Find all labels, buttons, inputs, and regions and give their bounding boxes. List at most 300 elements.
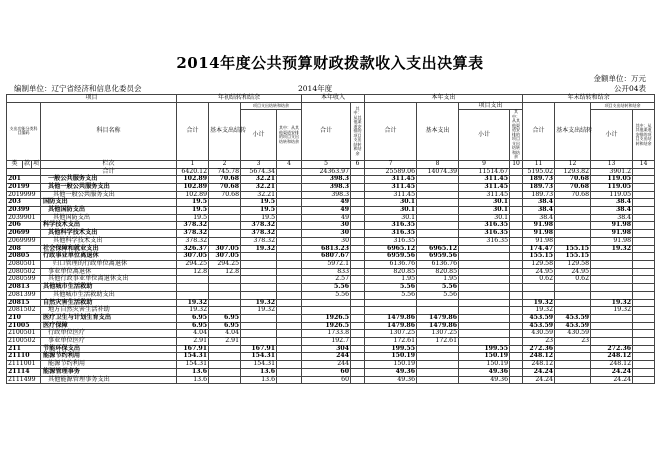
cell-value bbox=[277, 284, 302, 292]
subject-name: 地方自然灾害生活补助 bbox=[41, 307, 177, 315]
cell-value: 19.32 bbox=[523, 307, 555, 315]
cell-value bbox=[633, 253, 655, 261]
subject-code: 21110 bbox=[7, 353, 41, 361]
cell-value bbox=[277, 345, 302, 353]
cell-value bbox=[459, 268, 510, 276]
cell-value: 5674.34 bbox=[241, 168, 277, 176]
cell-value: 6136.76 bbox=[417, 261, 459, 269]
cell-value bbox=[351, 322, 365, 330]
cell-value bbox=[277, 199, 302, 207]
cell-value bbox=[277, 191, 302, 199]
cell-value: 91.98 bbox=[523, 230, 555, 238]
cell-value: 13.6 bbox=[241, 368, 277, 376]
cell-value: 70.68 bbox=[209, 191, 241, 199]
cell-value: 49.36 bbox=[459, 368, 510, 376]
cell-value: 294.25 bbox=[209, 261, 241, 269]
cell-value bbox=[351, 176, 365, 184]
cell-value: 1.95 bbox=[417, 276, 459, 284]
cell-value bbox=[277, 237, 302, 245]
subject-name: 归口管理的行政单位离退休 bbox=[41, 261, 177, 269]
cell-value: 91.98 bbox=[591, 222, 633, 230]
cell-value bbox=[510, 338, 523, 346]
col-number: 9 bbox=[459, 160, 510, 168]
cell-value: 19.32 bbox=[177, 307, 209, 315]
hdr-code-note: 支出功能分类科目编码 bbox=[7, 102, 41, 160]
cell-value bbox=[555, 214, 591, 222]
cell-value bbox=[417, 237, 459, 245]
cell-value: 199.55 bbox=[365, 345, 417, 353]
cell-value: 23 bbox=[555, 338, 591, 346]
subject-code: 206 bbox=[7, 222, 41, 230]
subject-name: 节能环保支出 bbox=[41, 345, 177, 353]
cell-value: 25589.06 bbox=[365, 168, 417, 176]
cell-value bbox=[555, 345, 591, 353]
cell-value: 12.8 bbox=[177, 268, 209, 276]
col-number: 5 bbox=[302, 160, 351, 168]
subject-code: 20813 bbox=[7, 284, 41, 292]
col-number: 10 bbox=[510, 160, 523, 168]
cell-value bbox=[209, 207, 241, 215]
cell-value bbox=[209, 199, 241, 207]
cell-value: 1479.86 bbox=[365, 322, 417, 330]
cell-value bbox=[277, 168, 302, 176]
cell-value: 19.32 bbox=[177, 299, 209, 307]
cell-value bbox=[633, 268, 655, 276]
cell-value bbox=[241, 322, 277, 330]
subject-code: 20399 bbox=[7, 207, 41, 215]
cell-value: 244 bbox=[302, 353, 351, 361]
cell-value: 49.36 bbox=[365, 376, 417, 384]
cell-value bbox=[351, 338, 365, 346]
cell-value: 453.59 bbox=[555, 314, 591, 322]
cell-value: 19.5 bbox=[177, 199, 209, 207]
hdr-end-item-balance: 项目支出结转和结余 bbox=[591, 102, 655, 110]
table-row bbox=[7, 199, 655, 207]
subject-name: 能源节约利用 bbox=[41, 361, 177, 369]
col-number: 3 bbox=[241, 160, 277, 168]
cell-value: 30.1 bbox=[459, 199, 510, 207]
cell-value: 19.32 bbox=[241, 245, 277, 253]
cell-value bbox=[510, 322, 523, 330]
cell-value bbox=[351, 183, 365, 191]
cell-value bbox=[510, 214, 523, 222]
cell-value bbox=[633, 376, 655, 384]
cell-value bbox=[633, 322, 655, 330]
cell-value: 2.91 bbox=[209, 338, 241, 346]
subject-code: 2080599 bbox=[7, 276, 41, 284]
col-number: 1 bbox=[177, 160, 209, 168]
cell-value bbox=[633, 291, 655, 299]
cell-value bbox=[351, 253, 365, 261]
table-row bbox=[7, 345, 655, 353]
cell-value bbox=[277, 299, 302, 307]
cell-value bbox=[351, 314, 365, 322]
cell-value bbox=[633, 338, 655, 346]
cell-value: 172.61 bbox=[365, 338, 417, 346]
cell-value bbox=[510, 245, 523, 253]
table-row bbox=[7, 261, 655, 269]
cell-value: 1733.8 bbox=[302, 330, 351, 338]
cell-value bbox=[417, 214, 459, 222]
cell-value bbox=[510, 268, 523, 276]
cell-value bbox=[510, 261, 523, 269]
hdr-expense-note: 其中：从其他渠道安排的项目支出结转和结余 bbox=[510, 110, 523, 161]
cell-value bbox=[277, 253, 302, 261]
cell-value: 32.21 bbox=[241, 176, 277, 184]
table-row bbox=[7, 207, 655, 215]
cell-value: 70.68 bbox=[555, 191, 591, 199]
cell-value bbox=[591, 322, 633, 330]
cell-value bbox=[209, 214, 241, 222]
cell-value: 155.15 bbox=[523, 253, 555, 261]
cell-value bbox=[209, 222, 241, 230]
cell-value: 19.32 bbox=[591, 307, 633, 315]
table-row bbox=[7, 191, 655, 199]
cell-value: 150.19 bbox=[459, 361, 510, 369]
cell-value bbox=[351, 245, 365, 253]
cell-value: 311.45 bbox=[365, 191, 417, 199]
subject-code: 2111499 bbox=[7, 376, 41, 384]
cell-value bbox=[209, 353, 241, 361]
cell-value: 453.59 bbox=[555, 322, 591, 330]
cell-value bbox=[510, 237, 523, 245]
cell-value: 49 bbox=[302, 214, 351, 222]
hdr-lei: 类 bbox=[7, 160, 23, 168]
col-number: 13 bbox=[591, 160, 633, 168]
cell-value bbox=[459, 245, 510, 253]
cell-value: 14074.39 bbox=[417, 168, 459, 176]
cell-value bbox=[277, 276, 302, 284]
cell-value: 5.56 bbox=[302, 291, 351, 299]
cell-value bbox=[459, 284, 510, 292]
cell-value bbox=[510, 191, 523, 199]
cell-value bbox=[523, 291, 555, 299]
cell-value: 192.7 bbox=[302, 338, 351, 346]
cell-value: 32.21 bbox=[241, 191, 277, 199]
subject-name: 医疗卫生与计划生育支出 bbox=[41, 314, 177, 322]
cell-value bbox=[351, 376, 365, 384]
cell-value bbox=[241, 314, 277, 322]
cell-value bbox=[591, 330, 633, 338]
budget-table bbox=[6, 94, 655, 384]
cell-value: 91.98 bbox=[591, 230, 633, 238]
cell-value bbox=[555, 222, 591, 230]
subject-name: 其他能源管理事务支出 bbox=[41, 376, 177, 384]
cell-value bbox=[633, 284, 655, 292]
cell-value: 6965.12 bbox=[365, 245, 417, 253]
col-number: 4 bbox=[277, 160, 302, 168]
cell-value bbox=[510, 230, 523, 238]
table-row bbox=[7, 214, 655, 222]
cell-value bbox=[277, 207, 302, 215]
cell-value bbox=[510, 361, 523, 369]
cell-value: 19.32 bbox=[523, 299, 555, 307]
cell-value: 1.95 bbox=[365, 276, 417, 284]
cell-value bbox=[277, 376, 302, 384]
cell-value bbox=[591, 268, 633, 276]
cell-value bbox=[177, 284, 209, 292]
cell-value bbox=[351, 330, 365, 338]
cell-value: 1479.86 bbox=[417, 322, 459, 330]
cell-value: 30.1 bbox=[365, 214, 417, 222]
cell-value bbox=[633, 330, 655, 338]
cell-value bbox=[510, 330, 523, 338]
cell-value: 24363.97 bbox=[302, 168, 351, 176]
cell-value bbox=[591, 291, 633, 299]
cell-value: 272.36 bbox=[591, 345, 633, 353]
hdr-end-note: 其中：从其他渠道安排的项目支出结转和结余 bbox=[633, 110, 655, 161]
hdr-current-expense: 本年支出 bbox=[365, 95, 523, 103]
cell-value bbox=[417, 191, 459, 199]
cell-value bbox=[277, 214, 302, 222]
cell-value bbox=[555, 207, 591, 215]
cell-value bbox=[633, 191, 655, 199]
cell-value bbox=[277, 314, 302, 322]
cell-value: 38.4 bbox=[523, 199, 555, 207]
hdr-expense-subtotal: 小计 bbox=[459, 110, 510, 161]
subject-name: 事业单位医疗 bbox=[41, 338, 177, 346]
cell-value: 24.24 bbox=[523, 368, 555, 376]
cell-value bbox=[177, 276, 209, 284]
subject-code: 201 bbox=[7, 176, 41, 184]
cell-value: 102.89 bbox=[177, 183, 209, 191]
col-number: 7 bbox=[365, 160, 417, 168]
cell-value: 2.91 bbox=[177, 338, 209, 346]
cell-value bbox=[633, 353, 655, 361]
cell-value: 316.35 bbox=[459, 230, 510, 238]
cell-value bbox=[209, 299, 241, 307]
cell-value: 38.4 bbox=[523, 207, 555, 215]
cell-value bbox=[459, 291, 510, 299]
cell-value: 1926.5 bbox=[302, 314, 351, 322]
cell-value: 13.6 bbox=[177, 368, 209, 376]
cell-value bbox=[510, 168, 523, 176]
cell-value: 5.56 bbox=[365, 284, 417, 292]
cell-value: 1293.82 bbox=[555, 168, 591, 176]
cell-value: 30 bbox=[302, 222, 351, 230]
cell-value: 49.36 bbox=[459, 376, 510, 384]
cell-value bbox=[351, 307, 365, 315]
cell-value: 311.45 bbox=[459, 191, 510, 199]
cell-value: 248.12 bbox=[523, 361, 555, 369]
cell-value: 316.35 bbox=[459, 237, 510, 245]
cell-value: 19.32 bbox=[591, 245, 633, 253]
table-body bbox=[7, 168, 655, 384]
subject-name: 合计 bbox=[41, 168, 177, 176]
cell-value: 304 bbox=[302, 345, 351, 353]
cell-value: 4.04 bbox=[209, 330, 241, 338]
cell-value: 19.32 bbox=[241, 299, 277, 307]
subject-code: 2100501 bbox=[7, 330, 41, 338]
cell-value bbox=[510, 345, 523, 353]
cell-value bbox=[277, 176, 302, 184]
cell-value: 5.56 bbox=[417, 291, 459, 299]
cell-value bbox=[633, 207, 655, 215]
cell-value: 189.73 bbox=[523, 191, 555, 199]
cell-value: 398.3 bbox=[302, 176, 351, 184]
hdr-lanci: 栏次 bbox=[41, 160, 177, 168]
cell-value bbox=[351, 361, 365, 369]
hdr-kuan: 款 bbox=[24, 159, 31, 167]
cell-value bbox=[241, 330, 277, 338]
cell-value bbox=[365, 299, 417, 307]
cell-value bbox=[277, 291, 302, 299]
cell-value: 833 bbox=[302, 268, 351, 276]
cell-value: 167.91 bbox=[241, 345, 277, 353]
cell-value bbox=[591, 314, 633, 322]
hdr-xiang: 项 bbox=[33, 159, 40, 167]
cell-value bbox=[555, 376, 591, 384]
hdr-current-income: 本年收入 bbox=[302, 95, 365, 103]
cell-value bbox=[510, 276, 523, 284]
cell-value: 150.19 bbox=[365, 361, 417, 369]
cell-value bbox=[277, 368, 302, 376]
cell-value bbox=[241, 261, 277, 269]
cell-value: 19.32 bbox=[591, 299, 633, 307]
report-title: 2014年度公共预算财政拨款收入支出决算表 bbox=[176, 54, 484, 72]
cell-value: 5195.02 bbox=[523, 168, 555, 176]
hdr-expense-basic: 基本支出 bbox=[417, 102, 459, 160]
cell-value: 13.6 bbox=[241, 376, 277, 384]
table-row bbox=[7, 376, 655, 384]
cell-value: 155.15 bbox=[555, 245, 591, 253]
cell-value: 154.31 bbox=[177, 353, 209, 361]
cell-value: 30 bbox=[302, 230, 351, 238]
cell-value: 5.56 bbox=[417, 284, 459, 292]
subject-name: 事业单位离退休 bbox=[41, 268, 177, 276]
cell-value: 6.95 bbox=[177, 322, 209, 330]
cell-value bbox=[277, 183, 302, 191]
cell-value: 248.12 bbox=[523, 353, 555, 361]
cell-value: 430.59 bbox=[523, 330, 555, 338]
cell-value: 316.35 bbox=[365, 237, 417, 245]
cell-value: 0.62 bbox=[555, 276, 591, 284]
cell-value bbox=[555, 230, 591, 238]
cell-value bbox=[209, 345, 241, 353]
hdr-end-total: 合计 bbox=[523, 102, 555, 160]
unit-label: 金额单位：万元 bbox=[593, 74, 646, 83]
cell-value: 70.68 bbox=[555, 176, 591, 184]
cell-value: 119.05 bbox=[591, 191, 633, 199]
cell-value bbox=[523, 284, 555, 292]
hdr-start-total: 合计 bbox=[177, 102, 209, 160]
cell-value bbox=[209, 237, 241, 245]
cell-value: 6.95 bbox=[209, 314, 241, 322]
cell-value: 311.45 bbox=[365, 183, 417, 191]
subject-name: 其他行政事业单位离退休支出 bbox=[41, 276, 177, 284]
cell-value bbox=[241, 291, 277, 299]
cell-value: 19.5 bbox=[177, 207, 209, 215]
cell-value: 38.4 bbox=[523, 214, 555, 222]
cell-value bbox=[277, 230, 302, 238]
cell-value bbox=[209, 230, 241, 238]
cell-value bbox=[510, 176, 523, 184]
subject-name: 国防支出 bbox=[41, 199, 177, 207]
cell-value bbox=[510, 253, 523, 261]
cell-value bbox=[241, 253, 277, 261]
cell-value bbox=[417, 299, 459, 307]
table-row bbox=[7, 353, 655, 361]
cell-value: 2.57 bbox=[302, 276, 351, 284]
cell-value bbox=[302, 299, 351, 307]
cell-value: 172.61 bbox=[417, 338, 459, 346]
year-label: 2014年度 bbox=[298, 84, 333, 93]
hdr-start-basic: 基本支出结转 bbox=[209, 102, 241, 160]
cell-value bbox=[510, 353, 523, 361]
cell-value bbox=[277, 307, 302, 315]
cell-value: 307.05 bbox=[209, 245, 241, 253]
cell-value: 155.15 bbox=[555, 253, 591, 261]
cell-value bbox=[351, 268, 365, 276]
subject-code: 210 bbox=[7, 314, 41, 322]
cell-value: 378.32 bbox=[177, 237, 209, 245]
subject-code: 2111001 bbox=[7, 361, 41, 369]
cell-value: 24.24 bbox=[591, 368, 633, 376]
hdr-end-basic: 基本支出结转 bbox=[555, 102, 591, 160]
cell-value: 102.89 bbox=[177, 176, 209, 184]
cell-value: 294.25 bbox=[177, 261, 209, 269]
cell-value: 0.62 bbox=[523, 276, 555, 284]
cell-value bbox=[417, 361, 459, 369]
cell-value bbox=[209, 284, 241, 292]
cell-value: 12.8 bbox=[209, 268, 241, 276]
cell-value: 398.3 bbox=[302, 191, 351, 199]
cell-value bbox=[459, 322, 510, 330]
org-label: 编制单位：辽宁省经济和信息化委员会 bbox=[14, 84, 142, 93]
cell-value: 820.85 bbox=[365, 268, 417, 276]
cell-value bbox=[351, 214, 365, 222]
cell-value: 5.56 bbox=[365, 291, 417, 299]
cell-value bbox=[510, 368, 523, 376]
col-number: 8 bbox=[417, 160, 459, 168]
cell-value: 167.91 bbox=[177, 345, 209, 353]
hdr-income-total: 合计 bbox=[302, 102, 351, 160]
cell-value bbox=[510, 207, 523, 215]
cell-value: 38.4 bbox=[591, 199, 633, 207]
cell-value bbox=[209, 291, 241, 299]
cell-value: 6136.76 bbox=[365, 261, 417, 269]
cell-value bbox=[459, 253, 510, 261]
cell-value: 30.1 bbox=[365, 199, 417, 207]
cell-value bbox=[459, 330, 510, 338]
cell-value: 6965.12 bbox=[417, 245, 459, 253]
cell-value: 1307.25 bbox=[365, 330, 417, 338]
subject-name: 其他国防支出 bbox=[41, 207, 177, 215]
subject-name: 其他城市生活救助 bbox=[41, 284, 177, 292]
form-code: 公开04表 bbox=[613, 84, 646, 93]
cell-value bbox=[555, 299, 591, 307]
cell-value: 5972.1 bbox=[302, 261, 351, 269]
table-row bbox=[7, 291, 655, 299]
cell-value: 316.35 bbox=[459, 222, 510, 230]
cell-value: 6.95 bbox=[209, 322, 241, 330]
cell-value bbox=[633, 261, 655, 269]
cell-value bbox=[417, 199, 459, 207]
cell-value: 91.98 bbox=[523, 237, 555, 245]
cell-value bbox=[555, 199, 591, 207]
cell-value bbox=[351, 168, 365, 176]
cell-value: 13.6 bbox=[177, 376, 209, 384]
cell-value bbox=[633, 299, 655, 307]
table-row bbox=[7, 361, 655, 369]
cell-value bbox=[277, 268, 302, 276]
table-row bbox=[7, 338, 655, 346]
cell-value: 11514.67 bbox=[459, 168, 510, 176]
cell-value: 378.32 bbox=[177, 230, 209, 238]
cell-value bbox=[555, 237, 591, 245]
cell-value bbox=[417, 345, 459, 353]
subject-code: 20199 bbox=[7, 183, 41, 191]
